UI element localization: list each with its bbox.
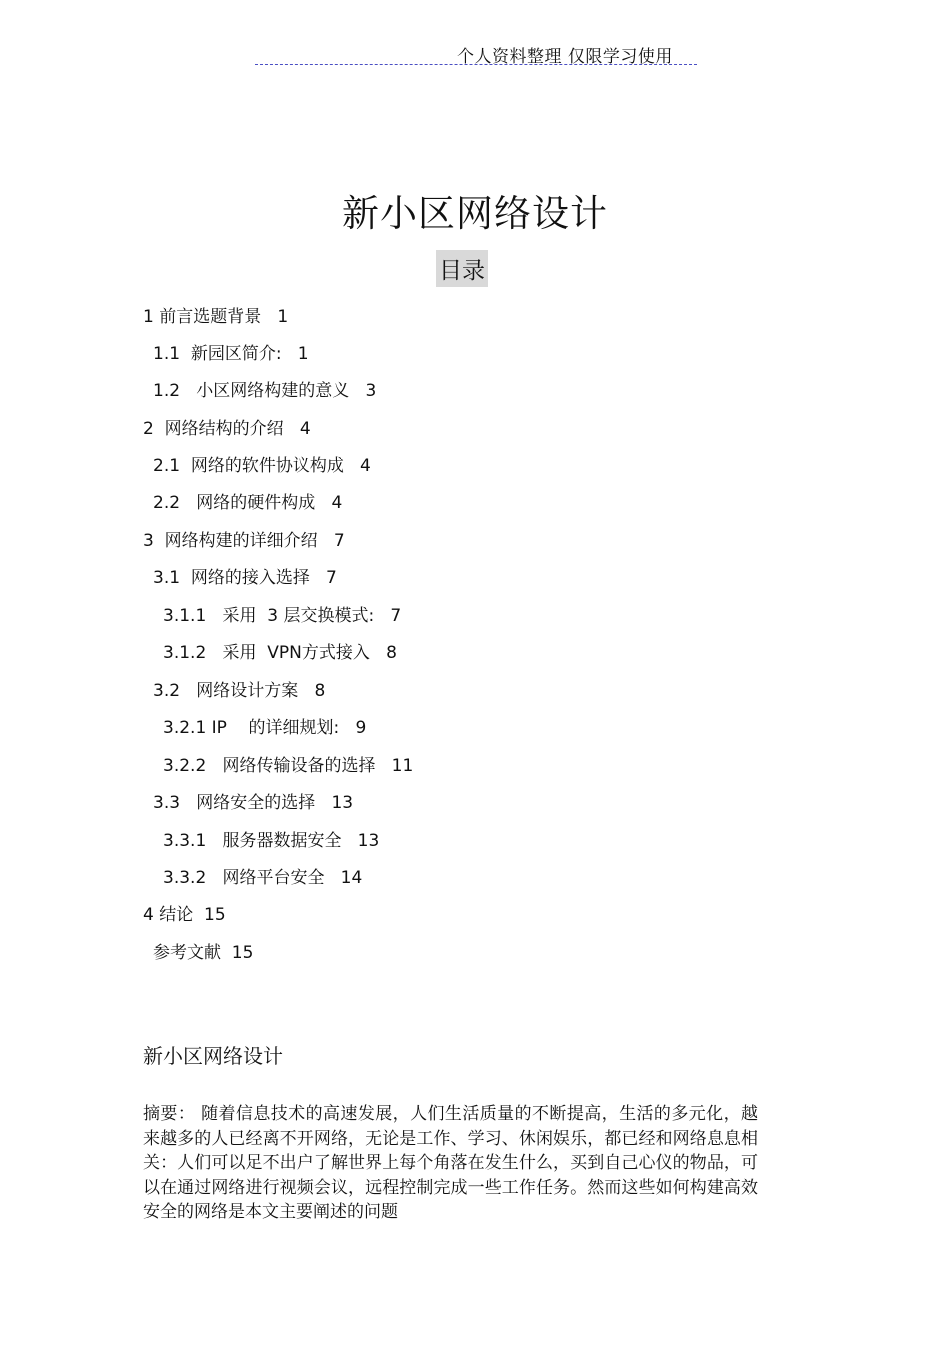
toc-entry[interactable]: 3.1.1 采用 3 层交换模式: 7 bbox=[163, 606, 402, 626]
toc-entry[interactable]: 1.1 新园区简介: 1 bbox=[153, 344, 309, 364]
toc-entry[interactable]: 1 前言选题背景 1 bbox=[143, 307, 289, 327]
header-dashed-rule bbox=[255, 64, 697, 65]
toc-heading: 目录 bbox=[436, 250, 488, 287]
toc-entry[interactable]: 3.1.2 采用 VPN方式接入 8 bbox=[163, 643, 397, 663]
toc-entry[interactable]: 3.3 网络安全的选择 13 bbox=[153, 793, 354, 813]
section-title: 新小区网络设计 bbox=[143, 1044, 283, 1068]
abstract-paragraph: 摘要： 随着信息技术的高速发展，人们生活质量的不断提高，生活的多元化，越来越多的人已经离不开网络，无论是工作、学习、休闲娱乐，都已经和网络息息相关：人们可以足不出户了解世界上每个角落在发生什么，买到自己心仪的物品，可以在通过网络进行视频会议，远程控制完成一些工作任务。然而这些如何构建高效安全的网络是本文主要阐述的问题 bbox=[143, 1104, 758, 1222]
toc-entry[interactable]: 3 网络构建的详细介绍 7 bbox=[143, 531, 345, 551]
toc-entry[interactable]: 3.3.1 服务器数据安全 13 bbox=[163, 831, 380, 851]
toc-entry[interactable]: 2 网络结构的介绍 4 bbox=[143, 419, 311, 439]
toc-entry[interactable]: 4 结论 15 bbox=[143, 905, 226, 925]
document-title: 新小区网络设计 bbox=[342, 192, 608, 235]
toc-entry[interactable]: 1.2 小区网络构建的意义 3 bbox=[153, 381, 377, 401]
page-header-text: 个人资料整理 仅限学习使用 bbox=[457, 47, 673, 67]
toc-entry[interactable]: 3.2 网络设计方案 8 bbox=[153, 681, 326, 701]
toc-entry[interactable]: 2.2 网络的硬件构成 4 bbox=[153, 493, 343, 513]
toc-entry[interactable]: 参考文献 15 bbox=[153, 943, 254, 963]
toc-entry[interactable]: 3.2.1 IP 的详细规划: 9 bbox=[163, 718, 367, 738]
toc-entry[interactable]: 3.1 网络的接入选择 7 bbox=[153, 568, 337, 588]
toc-entry[interactable]: 3.2.2 网络传输设备的选择 11 bbox=[163, 756, 414, 776]
toc-entry[interactable]: 3.3.2 网络平台安全 14 bbox=[163, 868, 363, 888]
toc-entry[interactable]: 2.1 网络的软件协议构成 4 bbox=[153, 456, 371, 476]
